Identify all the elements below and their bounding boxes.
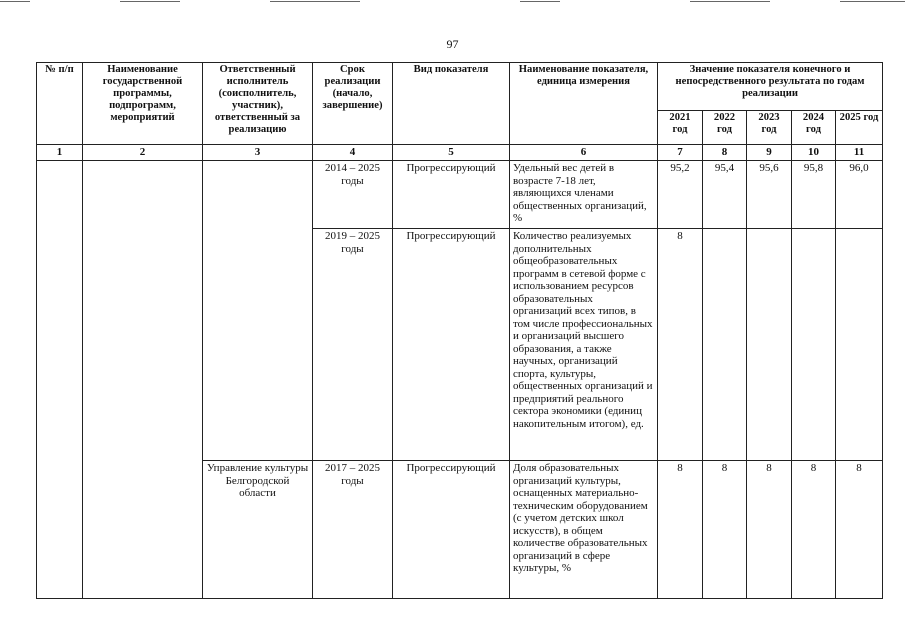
header-indicator-name: Наименование показателя, единица измерения: [510, 63, 658, 145]
indicator-type-cell: Прогрессирующий: [393, 161, 510, 229]
header-year-2021: 2021 год: [658, 111, 703, 145]
value-2021: 95,2: [658, 161, 703, 229]
row-number-cell: [37, 161, 83, 599]
value-2024: [792, 229, 836, 461]
header-program-name: Наименование государственной программы, подпрограмм, мероприятий: [83, 63, 203, 145]
value-2021: 8: [658, 461, 703, 599]
column-number: 8: [703, 145, 747, 161]
header-number: № п/п: [37, 63, 83, 145]
value-2022: 95,4: [703, 161, 747, 229]
header-period: Срок реализации (начало, завершение): [313, 63, 393, 145]
executor-cell: Управление культуры Белгородской области: [203, 461, 313, 599]
value-2022: [703, 229, 747, 461]
scan-top-edge: [0, 0, 905, 5]
column-number: 3: [203, 145, 313, 161]
column-number: 2: [83, 145, 203, 161]
value-2024: 95,8: [792, 161, 836, 229]
period-cell: 2017 – 2025 годы: [313, 461, 393, 599]
value-2022: 8: [703, 461, 747, 599]
program-name-cell: [83, 161, 203, 599]
header-indicator-type: Вид показателя: [393, 63, 510, 145]
header-year-2022: 2022 год: [703, 111, 747, 145]
header-values-group: Значение показателя конечного и непосредственного результата по годам реализации: [658, 63, 883, 111]
column-number: 9: [747, 145, 792, 161]
indicator-type-cell: Прогрессирующий: [393, 229, 510, 461]
table-row: [37, 161, 883, 229]
column-number: 4: [313, 145, 393, 161]
period-cell: 2019 – 2025 годы: [313, 229, 393, 461]
header-year-2024: 2024 год: [792, 111, 836, 145]
page-number: 97: [446, 37, 459, 51]
column-number: 5: [393, 145, 510, 161]
value-2024: 8: [792, 461, 836, 599]
value-2023: 95,6: [747, 161, 792, 229]
executor-cell: [203, 161, 313, 461]
indicator-name-cell: Удельный вес детей в возрасте 7-18 лет, являющихся членами общественных организаций, %: [510, 161, 658, 229]
column-number: 7: [658, 145, 703, 161]
indicator-table: [36, 62, 883, 599]
indicator-name-cell: Количество реализуемых дополнительных общеобразовательных программ в сетевой форме с использованием ресурсов образовательных организаций всех типов, в том числе профессиональных и организаций высшего образования, а также научных, организаций спорта, культуры, общественных организаций и предприятий реального сектора экономики (единиц накопительным итогом), ед.: [510, 229, 658, 461]
indicator-name-cell: Доля образовательных организаций культуры, оснащенных материально-техническим оборудованием (с учетом детских школ искусств), в общем количестве образовательных организаций в сфере культуры, %: [510, 461, 658, 599]
column-number: 11: [836, 145, 883, 161]
value-2023: [747, 229, 792, 461]
value-2025: 96,0: [836, 161, 883, 229]
column-number: 1: [37, 145, 83, 161]
value-2025: [836, 229, 883, 461]
header-executor: Ответственный исполнитель (соисполнитель, участник), ответственный за реализацию: [203, 63, 313, 145]
header-year-2025: 2025 год: [836, 111, 883, 145]
value-2021: 8: [658, 229, 703, 461]
value-2023: 8: [747, 461, 792, 599]
column-number: 10: [792, 145, 836, 161]
column-number: 6: [510, 145, 658, 161]
period-cell: 2014 – 2025 годы: [313, 161, 393, 229]
header-year-2023: 2023 год: [747, 111, 792, 145]
indicator-type-cell: Прогрессирующий: [393, 461, 510, 599]
value-2025: 8: [836, 461, 883, 599]
